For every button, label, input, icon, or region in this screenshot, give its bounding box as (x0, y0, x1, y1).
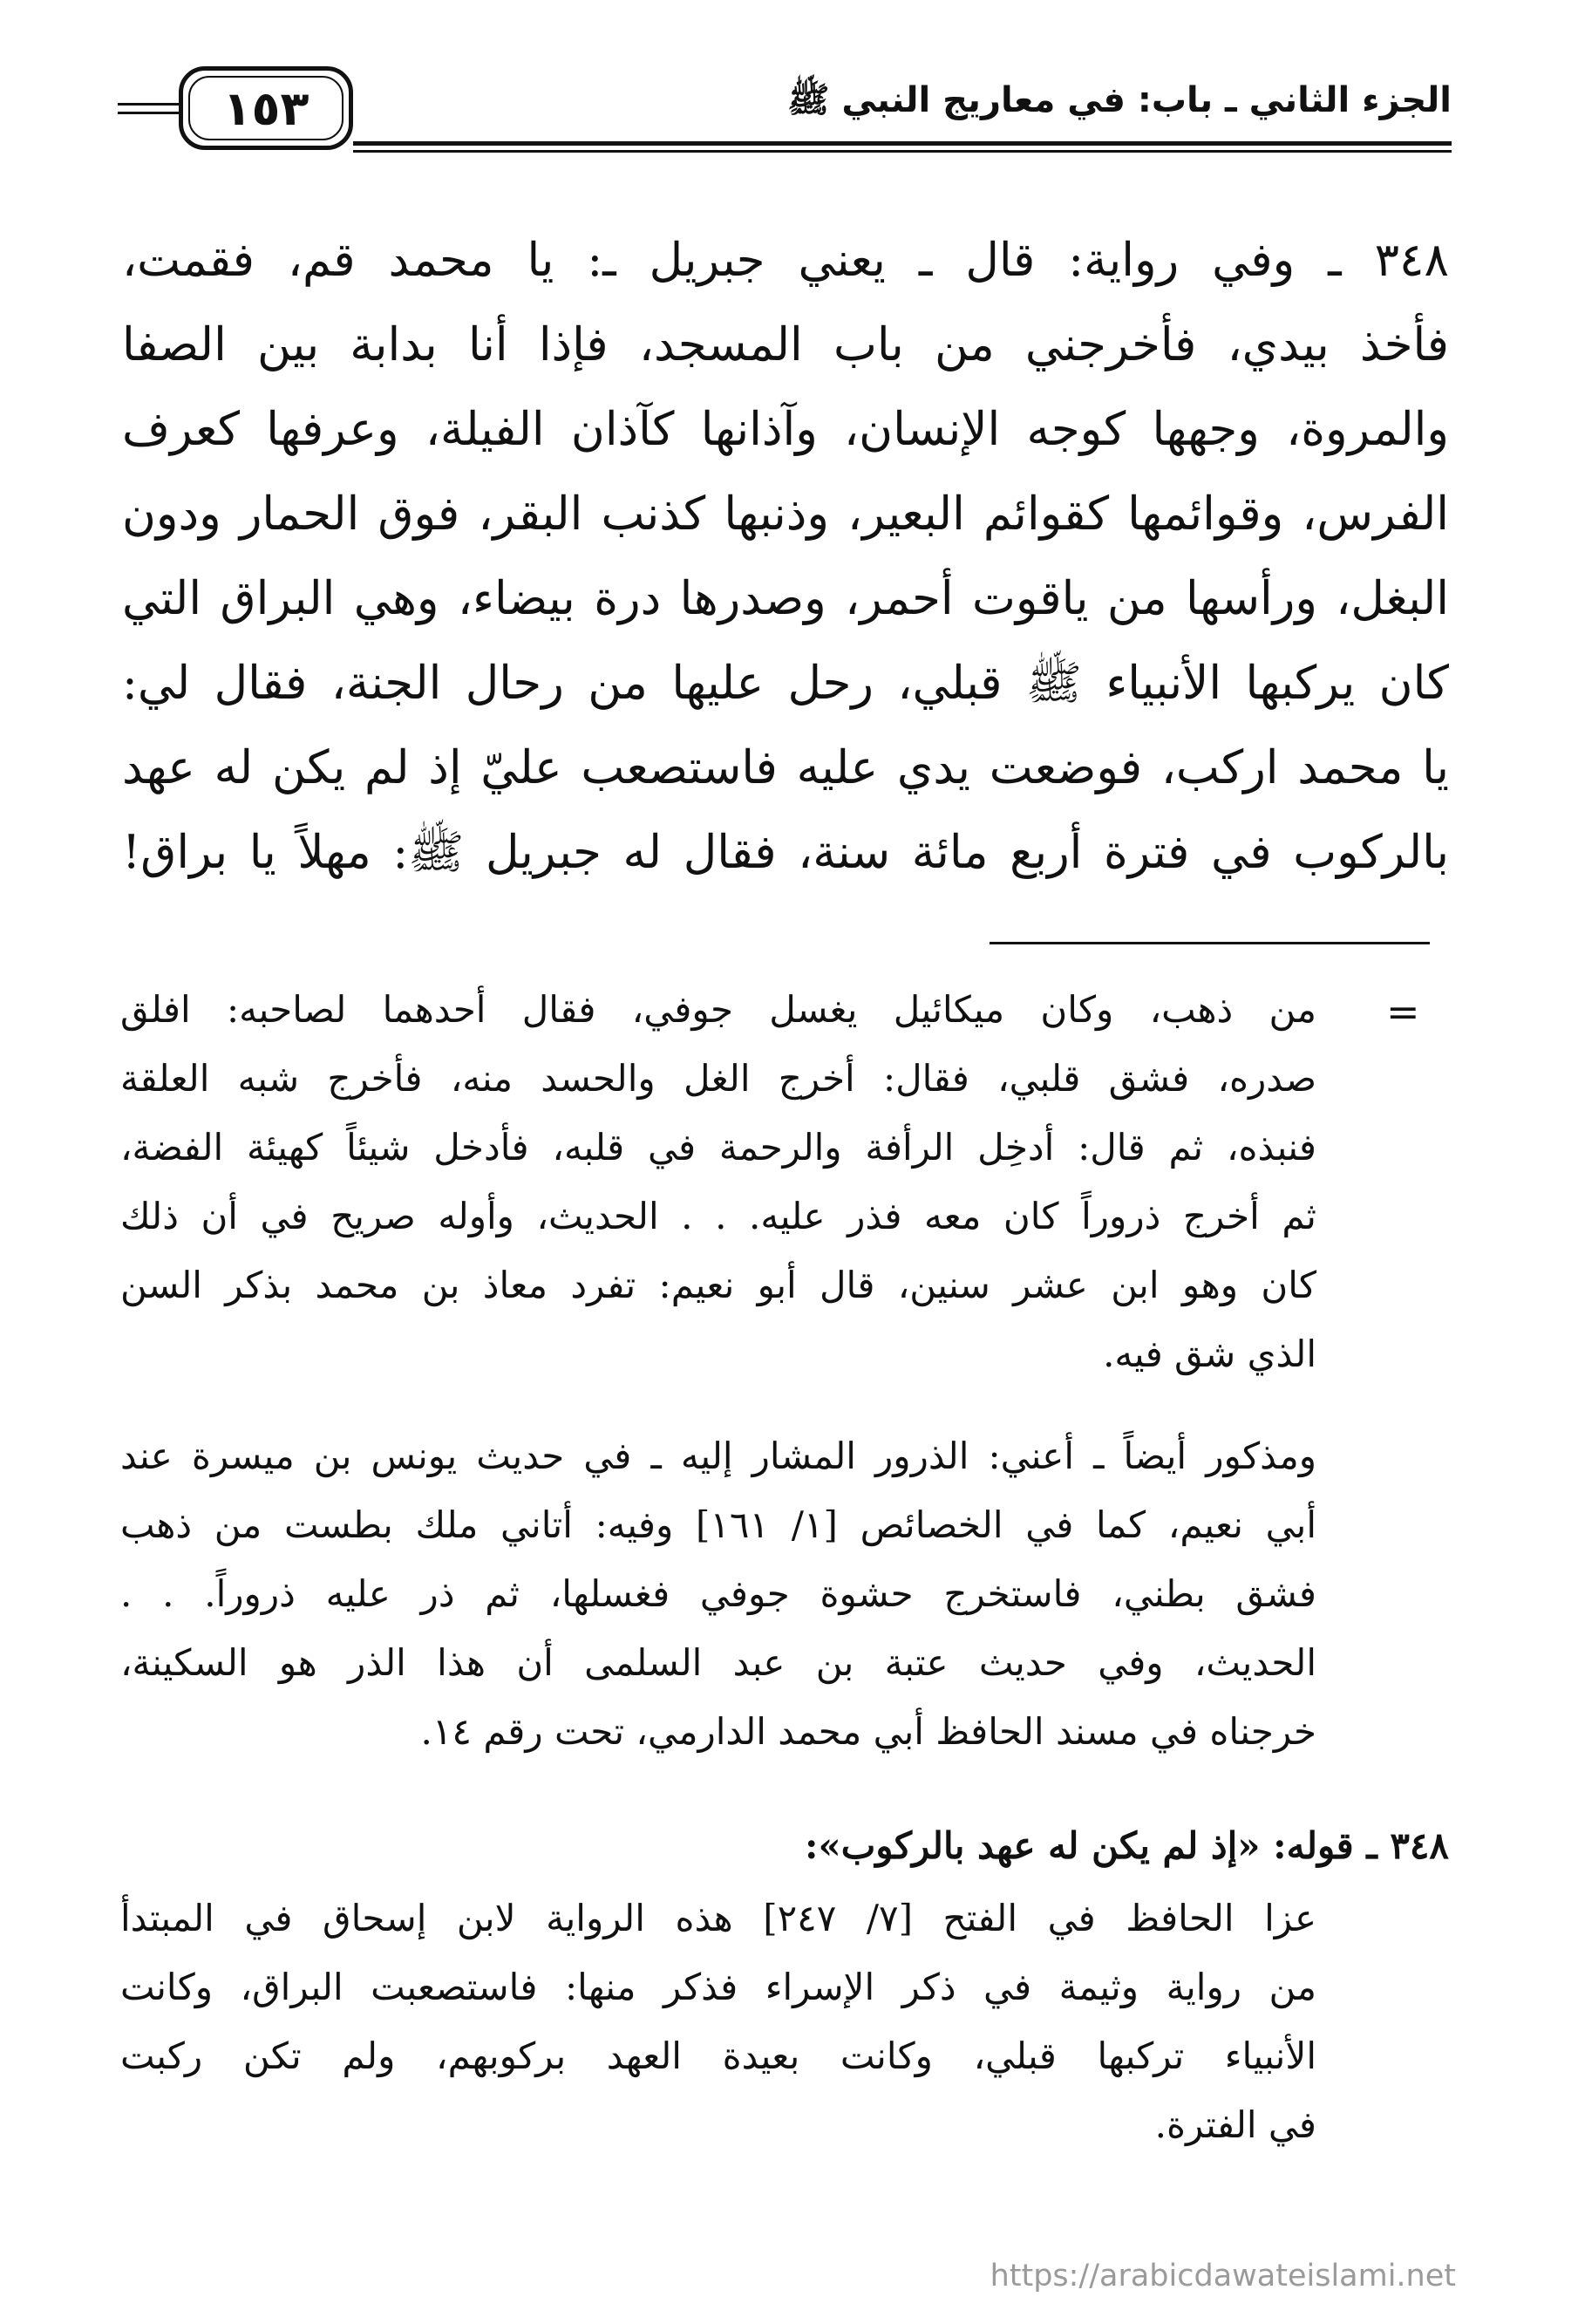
footnote-line: ومذكور أيضاً ـ أعني: الذرور المشار إليه ـ في حديث يونس بن ميسرة عند (120, 1435, 1316, 1477)
note-348-heading: ٣٤٨ ـ قوله: «إذ لم يكن له عهد بالركوب»: (804, 1824, 1449, 1867)
note-348-text (120, 1884, 1316, 2159)
text-line: البغل، ورأسها من ياقوت أحمر، وصدرها درة بيضاء، وهي البراق التي (122, 572, 1449, 625)
footnote-continuation-marker: = (1386, 988, 1420, 1035)
text-line: ٣٤٨ ـ وفي رواية: قال ـ يعني جبريل ـ: يا محمد قم، فقمت، (122, 234, 1449, 287)
header-rule-right-2 (353, 150, 1452, 153)
footnote-line: أبي نعيم، كما في الخصائص [١/ ١٦١] وفيه: أتاني ملك بطست من ذهب (120, 1503, 1316, 1546)
footnote-separator (990, 942, 1430, 944)
page-header (118, 61, 1452, 157)
text-line: الفرس، وقوائمها كقوائم البعير، وذنبها كذنب البقر، فوق الحمار ودون (122, 487, 1449, 541)
page-number: ١٥٣ (222, 80, 309, 136)
footnote-line: فشق بطني، فاستخرج حشوة جوفي فغسلها، ثم ذر عليه ذروراً. . . (120, 1572, 1316, 1615)
footnote-line: عزا الحافظ في الفتح [٧/ ٢٤٧] هذه الرواية لابن إسحاق في المبتدأ (120, 1897, 1316, 1939)
footnote-continued (120, 975, 1316, 1388)
footnote-line: خرجناه في مسند الحافظ أبي محمد الدارمي، تحت رقم ١٤. (420, 1710, 1316, 1753)
footnote-line: الأنبياء تركبها قبلي، وكانت بعيدة العهد بركوبهم، ولم تكن ركبت (120, 2034, 1316, 2077)
main-hadith-text (122, 218, 1449, 895)
footnote-line: كان وهو ابن عشر سنين، قال أبو نعيم: تفرد معاذ بن محمد بذكر السن (120, 1264, 1316, 1306)
footnote-line: من ذهب، وكان ميكائيل يغسل جوفي، فقال أحدهما لصاحبه: افلق (120, 988, 1316, 1031)
footnote-line: ثم أخرج ذروراً كان معه فذر عليه. . . الحديث، وأوله صريح في أن ذلك (120, 1195, 1316, 1237)
footnote-line: صدره، فشق قلبي، فقال: أخرج الغل والحسد منه، فأخرج شبه العلقة (120, 1057, 1316, 1100)
footnote-paragraph-2 (120, 1421, 1316, 1766)
header-rule-left (118, 103, 179, 106)
footnote-line: الحديث، وفي حديث عتبة بن عبد السلمى أن هذا الذر هو السكينة، (120, 1641, 1316, 1684)
text-line: يا محمد اركب، فوضعت يدي عليه فاستصعب عليّ إذ لم يكن له عهد (122, 741, 1449, 794)
running-title: الجزء الثاني ـ باب: في معاريج النبي ﷺ (787, 80, 1452, 120)
footnote-line: فنبذه، ثم قال: أدخِل الرأفة والرحمة في قلبه، فأدخل شيئاً كهيئة الفضة، (120, 1126, 1316, 1169)
header-rule-right (353, 141, 1452, 146)
footnote-line: في الفترة. (1154, 2103, 1316, 2146)
text-line: والمروة، وجهها كوجه الإنسان، وآذانها كآذان الفيلة، وعرفها كعرف (122, 403, 1449, 456)
text-line: بالركوب في فترة أربع مائة سنة، فقال له جبريل ﷺ: مهلاً يا براق! (122, 826, 1449, 879)
footnote-line: من رواية وثيمة في ذكر الإسراء فذكر منها: فاستصعبت البراق، وكانت (120, 1966, 1316, 2008)
text-line: فأخذ بيدي، فأخرجني من باب المسجد، فإذا أنا بدابة بين الصفا (122, 318, 1449, 371)
watermark-url: https://arabicdawateislami.net (990, 2259, 1456, 2293)
page-number-frame (179, 66, 353, 150)
footnote-line: الذي شق فيه. (1103, 1332, 1316, 1375)
header-rule-left-2 (118, 112, 179, 114)
text-line: كان يركبها الأنبياء ﷺ قبلي، رحل عليها من رحال الجنة، فقال لي: (122, 657, 1449, 710)
